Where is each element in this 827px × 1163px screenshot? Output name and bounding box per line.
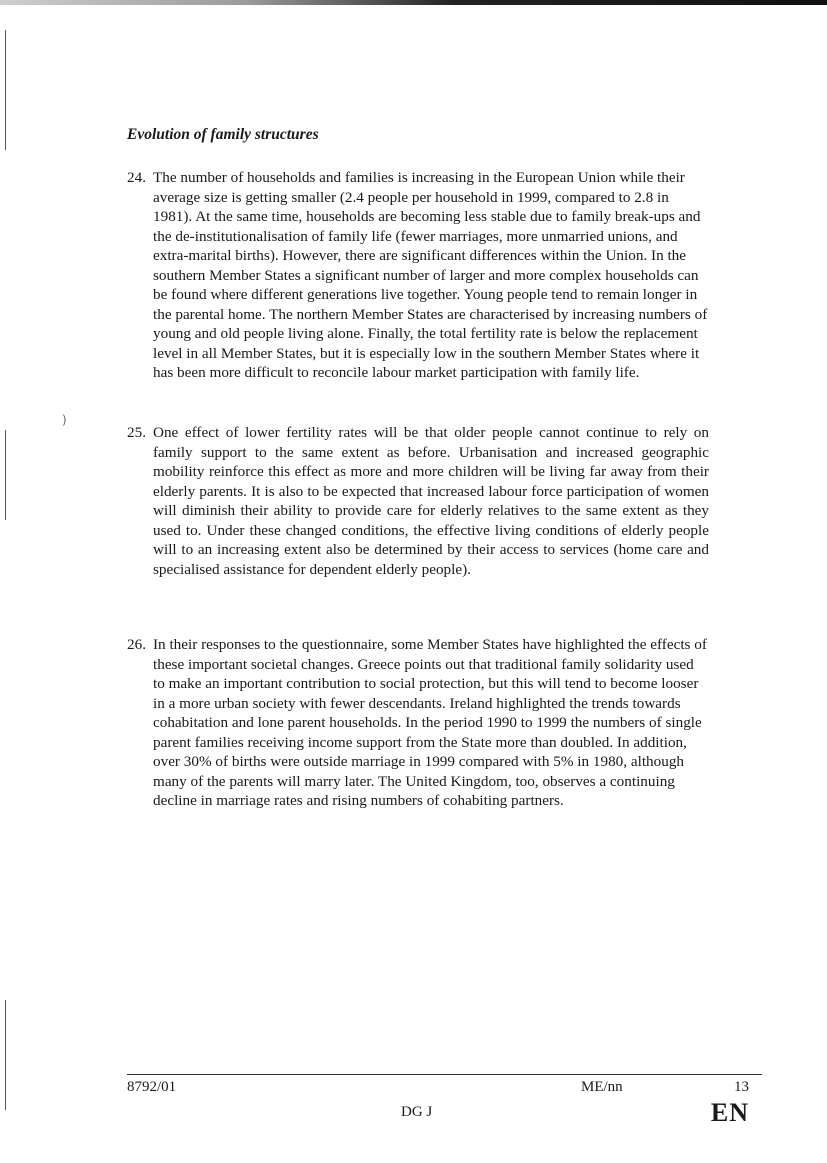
- paragraph-number: 26.: [127, 636, 146, 653]
- paragraph-25: [127, 423, 709, 579]
- footer-department: DG J: [401, 1104, 433, 1120]
- paragraph-24: [127, 168, 709, 383]
- scan-top-edge: [0, 0, 827, 5]
- footer-language: EN: [710, 1098, 749, 1127]
- paragraph-text: The number of households and families is increasing in the European Union while their average size is getting smaller (2.4 people per household in 1999, compared to 2.8 in 1981). At the same time, households are becoming less stable due to family break-ups and the de-institutionalisation of family life (fewer marriages, more unmarried unions, and extra-marital births). However, there are significant differences within the Union. In the southern Member States a significant number of larger and more complex households can be found where different generations live together. Young people tend to remain longer in the parental home. The northern Member States are characterised by increasing numbers of young and old people living alone. Finally, the total fertility rate is below the replacement level in all Member States, but it is especially low in the southern Member States where it has been more difficult to reconcile labour market participation with family life.: [153, 169, 708, 381]
- section-title: Evolution of family structures: [127, 126, 319, 143]
- footer-page-number: 13: [734, 1079, 749, 1095]
- scan-edge-mark: [5, 430, 6, 520]
- paragraph-26: [127, 635, 709, 811]
- scan-edge-mark: [5, 1000, 6, 1110]
- paragraph-text: In their responses to the questionnaire, some Member States have highlighted the effects of these important societal changes. Greece points out that traditional family solidarity used to make an important contribution to social protection, but this will tend to become looser in a more urban society with fewer descendants. Ireland highlighted the trends towards cohabitation and lone parent households. In the period 1990 to 1999 the numbers of single parent families receiving income support from the State more than doubled. In addition, over 30% of births were outside marriage in 1999 compared with 5% in 1980, although many of the parents will marry later. The United Kingdom, too, observes a continuing decline in marriage rates and rising numbers of cohabiting partners.: [153, 636, 707, 809]
- footer-doc-ref: 8792/01: [127, 1079, 177, 1095]
- scan-edge-mark: [5, 30, 6, 150]
- footer-divider: [127, 1074, 762, 1075]
- scan-bracket-mark: ): [62, 413, 67, 427]
- paragraph-number: 25.: [127, 424, 146, 441]
- paragraph-number: 24.: [127, 169, 146, 186]
- paragraph-text: One effect of lower fertility rates will be that older people cannot continue to rely on family support to the same extent as before. Urbanisation and increased geographic mobility reinforce this effect as more and more children will be living far away from their elderly parents. It is also to be expected that increased labour force participation of women will diminish their ability to provide care for elderly relatives to the same extent as they used to. Under these changed conditions, the effective living conditions of elderly people will to an increasing extent also be determined by their access to services (home care and specialised assistance for dependent elderly people).: [153, 424, 709, 578]
- footer-author-code: ME/nn: [581, 1079, 623, 1095]
